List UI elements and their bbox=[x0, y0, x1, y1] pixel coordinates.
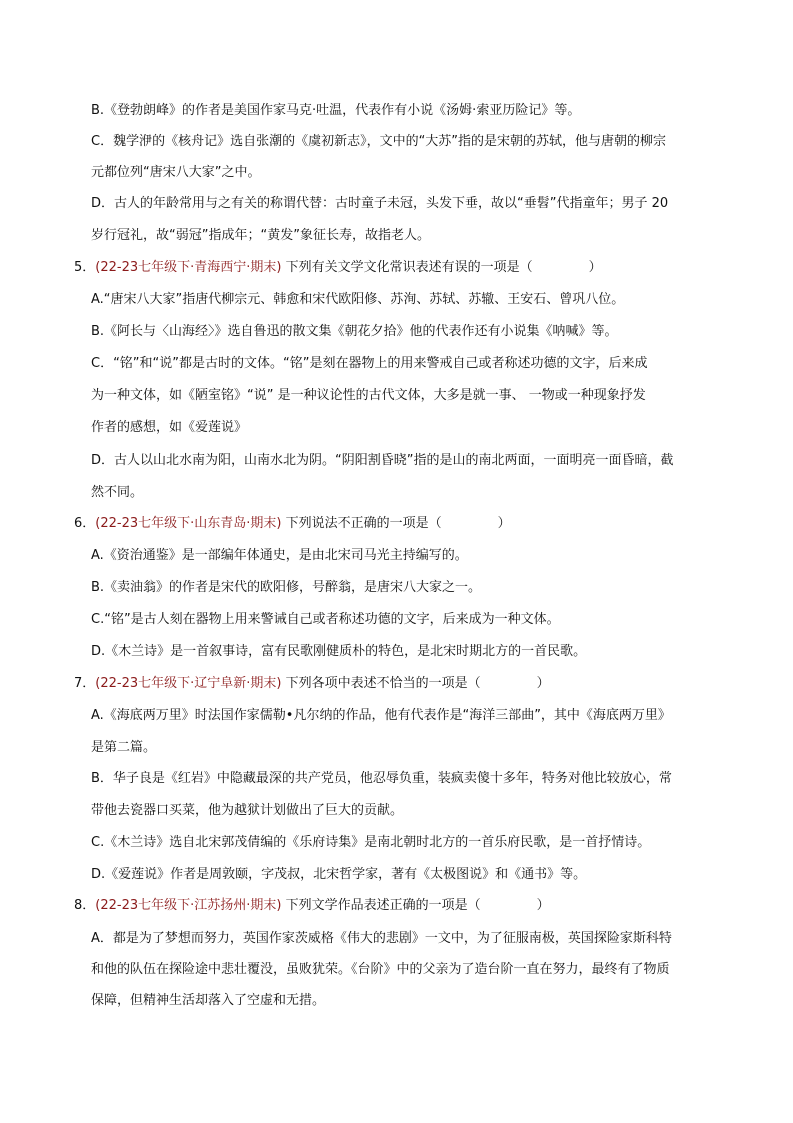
question-5-stem bbox=[74, 258, 714, 278]
question-close: ） bbox=[588, 260, 602, 275]
option-b-q7-line2: 带他去瓷器口买菜，他为越狱计划做出了巨大的贡献。 bbox=[91, 803, 404, 818]
option-c-q5-line3: 作者的感想，如《爱莲说》 bbox=[91, 420, 248, 435]
question-source: (22-23七年级下·辽宁阜新·期末) bbox=[95, 676, 282, 691]
question-number: 6． bbox=[74, 516, 96, 531]
option-a-q5: A.“唐宋八大家”指唐代柳宗元、韩愈和宋代欧阳修、苏洵、苏轼、苏辙、王安石、曾巩八位。 bbox=[91, 292, 625, 307]
question-text: 下列有关文学文化常识表述有误的一项是（ bbox=[285, 260, 533, 275]
option-d-q4-line1: D．古人的年龄常用与之有关的称谓代替：古时童子未冠，头发下垂，故以“垂髫”代指童年；男子 20 bbox=[91, 196, 669, 211]
option-c-q5-line1: C．“铭”和“说”都是古时的文体。“铭”是刻在器物上的用来警戒自己或者称述功德的文字，后来成 bbox=[91, 356, 648, 371]
option-d-q5-line2: 然不同。 bbox=[91, 485, 144, 500]
option-b-q4: B.《登勃朗峰》的作者是美国作家马克·吐温，代表作有小说《汤姆·索亚历险记》等。 bbox=[91, 103, 581, 118]
option-d-q7: D.《爱莲说》作者是周敦颐，字茂叔，北宋哲学家，著有《太极图说》和《通书》等。 bbox=[91, 867, 587, 882]
option-c-q4-line2: 元都位列“唐宋八大家”之中。 bbox=[91, 165, 261, 180]
option-a-q6: A.《资治通鉴》是一部编年体通史，是由北宋司马光主持编写的。 bbox=[91, 548, 468, 563]
option-a-q8-line3: 保障，但精神生活却落入了空虚和无措。 bbox=[91, 993, 326, 1008]
option-d-q6: D.《木兰诗》是一首叙事诗，富有民歌刚健质朴的特色，是北宋时期北方的一首民歌。 bbox=[91, 644, 587, 659]
question-close: ） bbox=[536, 898, 550, 913]
question-6-stem bbox=[74, 514, 714, 534]
question-source: (22-23七年级下·青海西宁·期末) bbox=[95, 260, 282, 275]
option-d-q4-line2: 岁行冠礼，故“弱冠”指成年；“黄发”象征长寿，故指老人。 bbox=[91, 228, 430, 243]
option-b-q7-line1: B．华子良是《红岩》中隐藏最深的共产党员，他忍辱负重，装疯卖傻十多年，特务对他比较放心，常 bbox=[91, 771, 672, 786]
question-text: 下列文学作品表述正确的一项是（ bbox=[285, 898, 481, 913]
option-d-q5-line1: D．古人以山北水南为阳，山南水北为阴。“阴阳割昏晓”指的是山的南北两面，一面明亮一面昏暗，截 bbox=[91, 453, 674, 468]
question-8-stem bbox=[74, 896, 714, 916]
option-a-q8-line1: A．都是为了梦想而努力，英国作家茨威格《伟大的悲剧》一文中，为了征服南极，英国探险家斯科特 bbox=[91, 931, 672, 946]
question-close: ） bbox=[497, 516, 511, 531]
option-a-q7-line2: 是第二篇。 bbox=[91, 740, 157, 755]
option-c-q5-line2: 为一种文体，如《陋室铭》“说” 是一种议论性的古代文体，大多是就一事、 一物或一种现象抒发 bbox=[91, 388, 646, 403]
option-c-q7: C.《木兰诗》选自北宋郭茂倩编的《乐府诗集》是南北朝时北方的一首乐府民歌，是一首抒情诗。 bbox=[91, 835, 651, 850]
question-number: 5． bbox=[74, 260, 96, 275]
question-source: (22-23七年级下·山东青岛·期末) bbox=[95, 516, 282, 531]
option-a-q8-line2: 和他的队伍在探险途中悲壮覆没，虽败犹荣。《台阶》中的父亲为了造台阶一直在努力，最终有了物质 bbox=[91, 962, 670, 977]
question-number: 8． bbox=[74, 898, 96, 913]
option-c-q6: C.“铭”是古人刻在器物上用来警诫自己或者称述功德的文字，后来成为一种文体。 bbox=[91, 612, 560, 627]
question-source: (22-23七年级下·江苏扬州·期末) bbox=[95, 898, 282, 913]
question-close: ） bbox=[536, 676, 550, 691]
question-7-stem bbox=[74, 674, 714, 694]
option-c-q4-line1: C．魏学洢的《核舟记》选自张潮的《虞初新志》，文中的“大苏”指的是宋朝的苏轼，他与唐朝的柳宗 bbox=[91, 134, 667, 149]
option-b-q6: B.《卖油翁》的作者是宋代的欧阳修，号醉翁，是唐宋八大家之一。 bbox=[91, 580, 482, 595]
question-text: 下列说法不正确的一项是（ bbox=[285, 516, 442, 531]
question-text: 下列各项中表述不恰当的一项是（ bbox=[285, 676, 481, 691]
option-a-q7-line1: A.《海底两万里》时法国作家儒勒•凡尔纳的作品，他有代表作是“海洋三部曲”，其中《海底两万里》 bbox=[91, 708, 671, 723]
option-b-q5: B.《阿长与〈山海经〉》选自鲁迅的散文集《朝花夕拾》他的代表作还有小说集《呐喊》等。 bbox=[91, 324, 618, 339]
question-number: 7． bbox=[74, 676, 96, 691]
